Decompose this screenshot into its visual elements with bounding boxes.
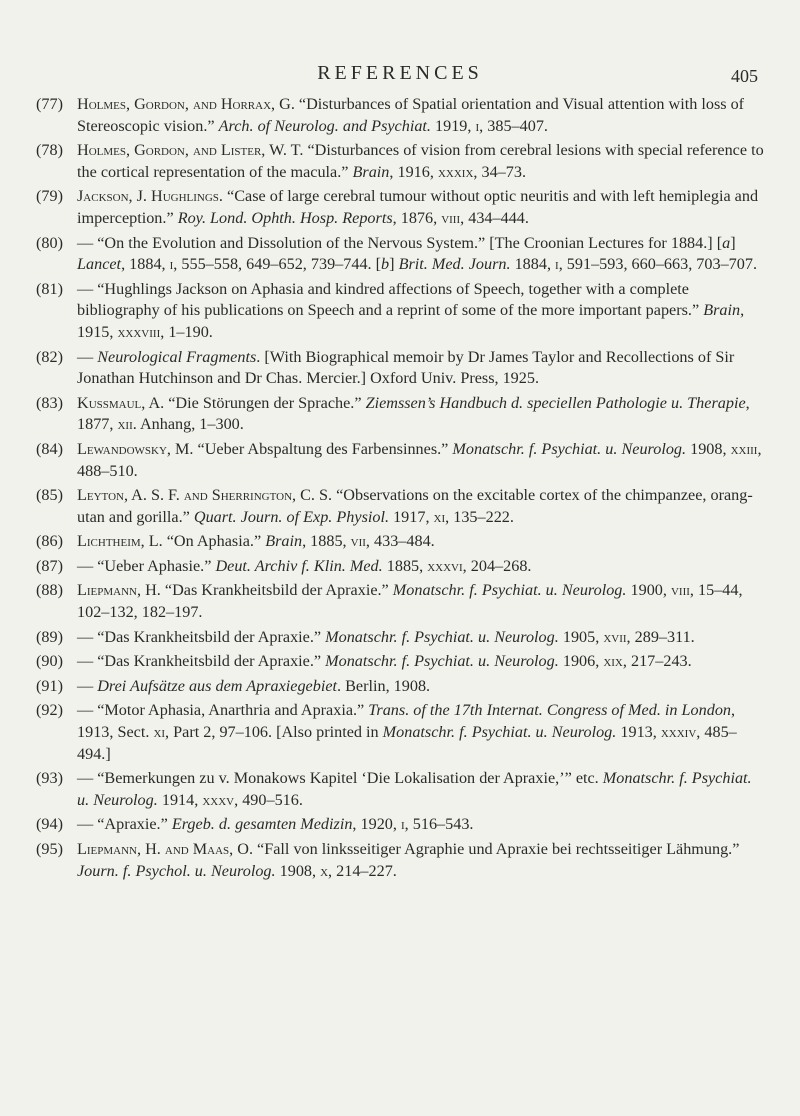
reference-text-segment: , Part 2, 97–106. [Also printed in (165, 723, 383, 742)
reference-text-segment: 1908, (275, 861, 321, 880)
reference-text-segment: , 1876, (392, 208, 442, 227)
reference-text (77, 651, 764, 673)
reference-text-segment: 1913, (616, 723, 661, 742)
reference-authors: Holmes, Gordon, and Lister, W. T. (77, 141, 304, 160)
reference-text-segment: . Berlin, 1908. (337, 676, 431, 695)
reference-item (36, 439, 764, 482)
reference-item (36, 531, 764, 553)
reference-number: (86) (36, 532, 63, 551)
reference-text (77, 580, 764, 623)
running-head (0, 62, 800, 92)
reference-volume: xii (117, 415, 133, 434)
reference-authors: Jackson, J. Hughlings. (77, 187, 223, 206)
reference-text-segment: — (77, 676, 98, 695)
reference-text-segment: , 217–243. (622, 652, 692, 671)
reference-item (36, 393, 764, 436)
reference-number: (77) (36, 95, 63, 113)
reference-volume: xxxiv (660, 723, 697, 742)
reference-volume: vii (350, 532, 366, 551)
reference-text-segment: , 1916, (389, 162, 438, 181)
reference-item (36, 839, 764, 882)
reference-text-segment: , 485–494.] (77, 723, 737, 763)
reference-number: (80) (36, 233, 63, 252)
reference-italic-segment: Roy. Lond. Ophth. Hosp. Reports (177, 208, 393, 227)
reference-list (36, 94, 764, 885)
reference-item (36, 814, 764, 836)
reference-text (77, 531, 764, 553)
reference-italic-segment: Brit. Med. Journ. (398, 255, 511, 274)
reference-number: (83) (36, 393, 63, 412)
reference-italic-segment: Arch. of Neurolog. and Psychiat. (218, 116, 431, 135)
reference-number: (92) (36, 701, 63, 720)
reference-text (77, 94, 764, 137)
reference-authors: Kussmaul, A. (77, 393, 165, 412)
reference-italic-segment: Monatschr. f. Psychiat. u. Neurolog. (325, 627, 559, 646)
reference-italic-segment: a (722, 233, 731, 252)
reference-text-segment: , 204–268. (462, 556, 532, 575)
reference-volume: xxiii (730, 439, 758, 458)
reference-volume: xxxix (437, 162, 474, 181)
reference-number: (81) (36, 279, 63, 298)
reference-number: (78) (36, 141, 63, 160)
reference-text-segment: “On Aphasia.” (162, 532, 266, 551)
reference-number: (87) (36, 556, 63, 575)
reference-text-segment: 1885, (382, 556, 428, 575)
reference-italic-segment: Monatschr. f. Psychiat. u. Neurolog. (392, 581, 627, 600)
reference-italic-segment: Ziemssen’s Handbuch d. speciellen Pathologie u. Therapie (365, 393, 746, 412)
reference-text-segment: — “Motor Aphasia, Anarthria and Apraxia.” (77, 701, 369, 720)
reference-text-segment: — (77, 347, 98, 366)
reference-item (36, 140, 764, 183)
reference-text-segment: , 1915, (77, 301, 745, 341)
reference-text-segment: , 135–222. (445, 507, 514, 526)
reference-italic-segment: Trans. of the 17th Internat. Congress of Med. in London (368, 701, 732, 720)
reference-number: (88) (36, 581, 63, 600)
reference-text-segment: , 289–311. (626, 627, 695, 646)
reference-volume: xxxv (202, 790, 235, 809)
reference-text-segment: “Fall von linksseitiger Agraphie und Apraxie bei rechtsseitiger Lähmung.” (253, 840, 740, 858)
reference-text (77, 347, 764, 390)
running-title: REFERENCES (317, 62, 483, 84)
reference-text-segment: , 434–444. (460, 208, 529, 227)
reference-text-segment: “Observations on the excitable cortex of the chimpanzee, orang-utan and gorilla.” (77, 486, 753, 526)
reference-text-segment: “Disturbances of vision from cerebral lesions with special reference to the cortical representation of the macula.” (77, 141, 764, 181)
reference-number: (89) (36, 627, 63, 646)
reference-text-segment: . Anhang, 1–300. (132, 415, 244, 434)
reference-text-segment: 1884, (510, 255, 556, 274)
reference-text (77, 839, 764, 882)
reference-text-segment: “Die Störungen der Sprache.” (164, 393, 366, 412)
reference-text-segment: , 490–516. (234, 790, 303, 809)
reference-text (77, 700, 764, 765)
reference-volume: xxxvi (427, 556, 463, 575)
reference-text-segment: — “Hughlings Jackson on Aphasia and kindred affections of Speech, together with a complete bibliography of his publications on Speech and a reprint of some of the more important papers.” (77, 279, 704, 320)
reference-text-segment: — “Bemerkungen zu v. Monakows Kapitel ‘Die Lokalisation der Apraxie,’” etc. (77, 769, 603, 788)
reference-text-segment: “Das Krankheitsbild der Apraxie.” (160, 581, 393, 600)
reference-volume: i (400, 815, 405, 834)
reference-item (36, 485, 764, 528)
reference-text-segment: , 433–484. (365, 532, 435, 551)
reference-number: (90) (36, 652, 63, 671)
reference-number: (93) (36, 769, 63, 788)
reference-text-segment: — “On the Evolution and Dissolution of the Nervous System.” [The Croonian Lectures for 1884.] [ (77, 233, 723, 252)
reference-text-segment: 1905, (558, 627, 604, 646)
reference-text (77, 140, 764, 183)
reference-item (36, 556, 764, 578)
reference-text-segment: 1914, (157, 790, 203, 809)
reference-item (36, 651, 764, 673)
reference-authors: Liepmann, H. (77, 581, 161, 600)
reference-italic-segment: Neurological Fragments (97, 347, 257, 366)
page-number: 405 (731, 66, 758, 86)
reference-text-segment: — “Das Krankheitsbild der Apraxie.” (77, 627, 326, 646)
reference-italic-segment: Brain (352, 162, 390, 181)
reference-italic-segment: b (381, 255, 390, 274)
reference-text-segment: ] (730, 233, 736, 252)
reference-text (77, 556, 764, 578)
reference-number: (95) (36, 840, 63, 858)
reference-item (36, 186, 764, 229)
reference-volume: xi (153, 723, 166, 742)
reference-volume: viii (441, 208, 461, 227)
reference-text-segment: , 1885, (302, 532, 351, 551)
reference-volume: xix (603, 652, 623, 671)
reference-item (36, 627, 764, 649)
reference-text-segment: — “Das Krankheitsbild der Apraxie.” (77, 652, 326, 671)
reference-text-segment: 1908, (686, 439, 731, 458)
reference-text-segment: — “Apraxie.” (77, 815, 172, 834)
reference-authors: Liepmann, H. and Maas, O. (77, 840, 253, 858)
reference-item (36, 233, 764, 276)
reference-text (77, 439, 764, 482)
reference-item (36, 768, 764, 811)
reference-italic-segment: Drei Aufsätze aus dem Apraxiegebiet (97, 676, 338, 695)
reference-number: (84) (36, 439, 63, 458)
reference-item (36, 700, 764, 765)
reference-authors: Holmes, Gordon, and Horrax, G. (77, 95, 295, 113)
reference-text-segment: . [With Biographical memoir by Dr James Taylor and Recollections of Sir Jonathan Hutchinson and Dr Chas. Mercier.] Oxford Univ. Press, 1925. (77, 347, 735, 388)
reference-text-segment: “Ueber Abspaltung des Farbensinnes.” (193, 439, 453, 458)
reference-italic-segment: Lancet (77, 255, 122, 274)
reference-text (77, 768, 764, 811)
reference-text (77, 279, 764, 344)
reference-volume: i (169, 255, 174, 274)
reference-number: (91) (36, 676, 63, 695)
reference-volume: xi (433, 507, 446, 526)
reference-text-segment: , 15–44, 102–132, 182–197. (77, 581, 743, 622)
reference-text-segment: , 1877, (77, 393, 750, 434)
reference-number: (85) (36, 486, 63, 505)
reference-item (36, 676, 764, 698)
reference-text (77, 393, 764, 436)
reference-number: (94) (36, 815, 63, 834)
reference-authors: Lewandowsky, M. (77, 439, 194, 458)
reference-volume: xvii (603, 627, 627, 646)
reference-text-segment: 1919, (430, 116, 476, 135)
reference-text-segment: , 591–593, 660–663, 703–707. (558, 255, 757, 274)
reference-text-segment: , 488–510. (77, 439, 762, 480)
reference-number: (79) (36, 187, 63, 206)
reference-text-segment: , 516–543. (404, 815, 474, 834)
reference-volume: xxxviii (117, 322, 161, 341)
reference-text (77, 186, 764, 229)
reference-text-segment: “Disturbances of Spatial orientation and Visual attention with loss of Stereoscopic vision.” (77, 95, 745, 135)
reference-text (77, 627, 764, 649)
reference-italic-segment: Monatschr. f. Psychiat. u. Neurolog. (325, 652, 559, 671)
reference-item (36, 94, 764, 137)
reference-text-segment: “Case of large cerebral tumour without optic neuritis and with left hemiplegia and imperception.” (77, 187, 759, 227)
reference-volume: x (320, 861, 329, 880)
reference-text (77, 485, 764, 528)
reference-authors: Lichtheim, L. (77, 532, 163, 551)
reference-italic-segment: Monatschr. f. Psychiat. u. Neurolog. (452, 439, 687, 458)
reference-italic-segment: Monatschr. f. Psychiat. u. Neurolog. (77, 769, 752, 809)
reference-text-segment: , 1913, Sect. (77, 701, 736, 742)
reference-text-segment: , 1884, (121, 255, 170, 274)
reference-text-segment: , 555–558, 649–652, 739–744. [ (173, 255, 382, 274)
reference-text (77, 814, 764, 836)
reference-number: (82) (36, 347, 63, 366)
reference-italic-segment: Brain (703, 301, 741, 320)
reference-volume: viii (670, 581, 690, 600)
reference-volume: i (475, 116, 480, 135)
reference-authors: Leyton, A. S. F. and Sherrington, C. S. (77, 486, 333, 505)
reference-text-segment: 1900, (626, 581, 671, 600)
reference-text-segment: , 385–407. (479, 116, 548, 135)
reference-italic-segment: Brain (265, 532, 303, 551)
reference-text-segment: , 34–73. (473, 162, 527, 181)
reference-volume: i (555, 255, 559, 274)
reference-text-segment: 1906, (558, 652, 604, 671)
reference-text-segment: , 214–227. (328, 861, 397, 880)
reference-text (77, 233, 764, 276)
reference-text (77, 676, 764, 698)
reference-text-segment: 1917, (389, 507, 434, 526)
reference-italic-segment: Deut. Archiv f. Klin. Med. (215, 556, 383, 575)
reference-text-segment: , 1920, (352, 815, 401, 834)
reference-italic-segment: Monatschr. f. Psychiat. u. Neurolog. (382, 723, 617, 742)
reference-item (36, 580, 764, 623)
reference-italic-segment: Journ. f. Psychol. u. Neurolog. (77, 861, 276, 880)
reference-text-segment: — “Ueber Aphasie.” (77, 556, 216, 575)
reference-text-segment: , 1–190. (160, 322, 213, 341)
reference-italic-segment: Ergeb. d. gesamten Medizin (171, 815, 353, 834)
reference-italic-segment: Quart. Journ. of Exp. Physiol. (193, 507, 390, 526)
reference-item (36, 347, 764, 390)
reference-text-segment: ] (389, 255, 399, 274)
reference-item (36, 279, 764, 344)
